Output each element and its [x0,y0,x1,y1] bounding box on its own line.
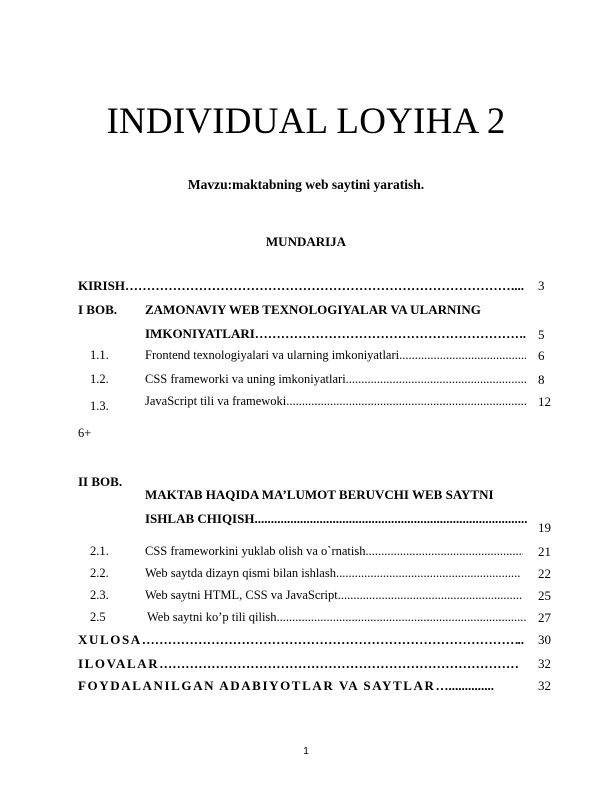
toc-entry-label: KIRISH [78,278,125,293]
toc-page-number: 3 [538,278,545,293]
toc-page-number: 12 [538,394,551,409]
toc-leader [399,348,526,363]
section-number: 1.1. [90,348,109,362]
toc-leader [159,656,520,672]
chapter-number: I BOB. [78,302,118,317]
section-number: 2.2. [90,566,109,580]
toc-entry-label: FOYDALANILGAN ADABIYOTLAR VA SAYTLAR [78,678,436,693]
toc-leader [336,566,521,581]
toc-entry-conclusion [78,632,524,648]
toc-leader-end: .. [517,632,524,647]
toc-page-number: 32 [538,678,551,693]
toc-entry-label: JavaScript tili va framewoki [145,394,287,408]
toc-page-number: 27 [538,610,551,625]
toc-entry-label: ILOVALAR [78,656,160,671]
toc-leader-end: ….............. [435,678,495,693]
toc-leader [277,610,526,625]
toc-page-number: 32 [538,656,551,671]
page-number: 1 [303,746,309,757]
toc-page-number: 8 [538,372,545,387]
toc-entry-2-3 [145,588,523,603]
toc-entry-label: Web saytni HTML, CSS va JavaScript [145,588,338,602]
section-number: 1.3. [90,399,109,413]
section-number: 2.5 [90,610,106,624]
toc-page-number: 6 [538,348,545,363]
toc-leader [365,544,523,559]
toc-entry-chapter-1 [145,326,526,342]
toc-entry-label: Web saytda dizayn qismi bilan ishlash [145,566,336,580]
stray-text: 6+ [78,426,92,440]
section-number: 1.2. [90,372,109,386]
chapter-title-line: MAKTAB HAQIDA MA’LUMOT BERUVCHI WEB SAYTNI [145,487,494,502]
toc-page-number: 21 [538,544,551,559]
toc-leader [142,632,518,648]
toc-leader-end: .... [511,278,524,293]
toc-leader [346,372,526,387]
toc-entry-1-2 [145,372,526,387]
toc-entry-label: Web saytni ko’p tili qilish [147,610,277,624]
toc-page-number: 30 [538,632,551,647]
toc-entry-references [78,678,524,694]
document-subject: Mavzu:maktabning web saytini yaratish. [187,177,425,192]
section-number: 2.1. [90,544,109,558]
toc-leader [125,278,511,294]
chapter-number: II BOB. [78,474,123,489]
toc-entry-2-1 [145,544,523,559]
toc-entry-chapter-2 [145,511,528,527]
chapter-title-line: IMKONIYATLARI [145,326,255,341]
toc-entry-label: Frontend texnologiyalari va ularning imkoniyatlari [145,348,400,362]
toc-leader [255,326,520,342]
toc-entry-intro [78,278,524,294]
chapter-title-line: ZAMONAVIY WEB TEXNOLOGIYALAR VA ULARNING [145,302,481,317]
toc-entry-appendix [78,656,520,672]
toc-entry-1-3 [145,394,526,409]
toc-leader [338,588,523,603]
toc-entry-label: CSS frameworki va uning imkoniyatlari [145,372,346,386]
toc-entry-2-5 [147,610,526,625]
chapter-title-line: ISHLAB CHIQISH [145,511,255,526]
toc-page-number: 25 [538,588,551,603]
toc-page-number: 22 [538,566,551,581]
toc-entry-1-1 [145,348,526,363]
toc-leader [254,511,528,527]
toc-page-number: 5 [538,327,545,342]
toc-entry-label: XULOSA [78,632,142,647]
toc-entry-label: CSS frameworkini yuklab olish va o`rnatish [145,544,366,558]
toc-leader-end: .. [519,326,526,341]
toc-page-number: 19 [538,520,551,535]
toc-entry-2-2 [145,566,521,581]
toc-leader [286,394,526,409]
document-title: INDIVIDUAL LOYIHA 2 [106,101,506,142]
toc-heading: MUNDARIJA [265,234,347,249]
section-number: 2.3. [90,588,109,602]
